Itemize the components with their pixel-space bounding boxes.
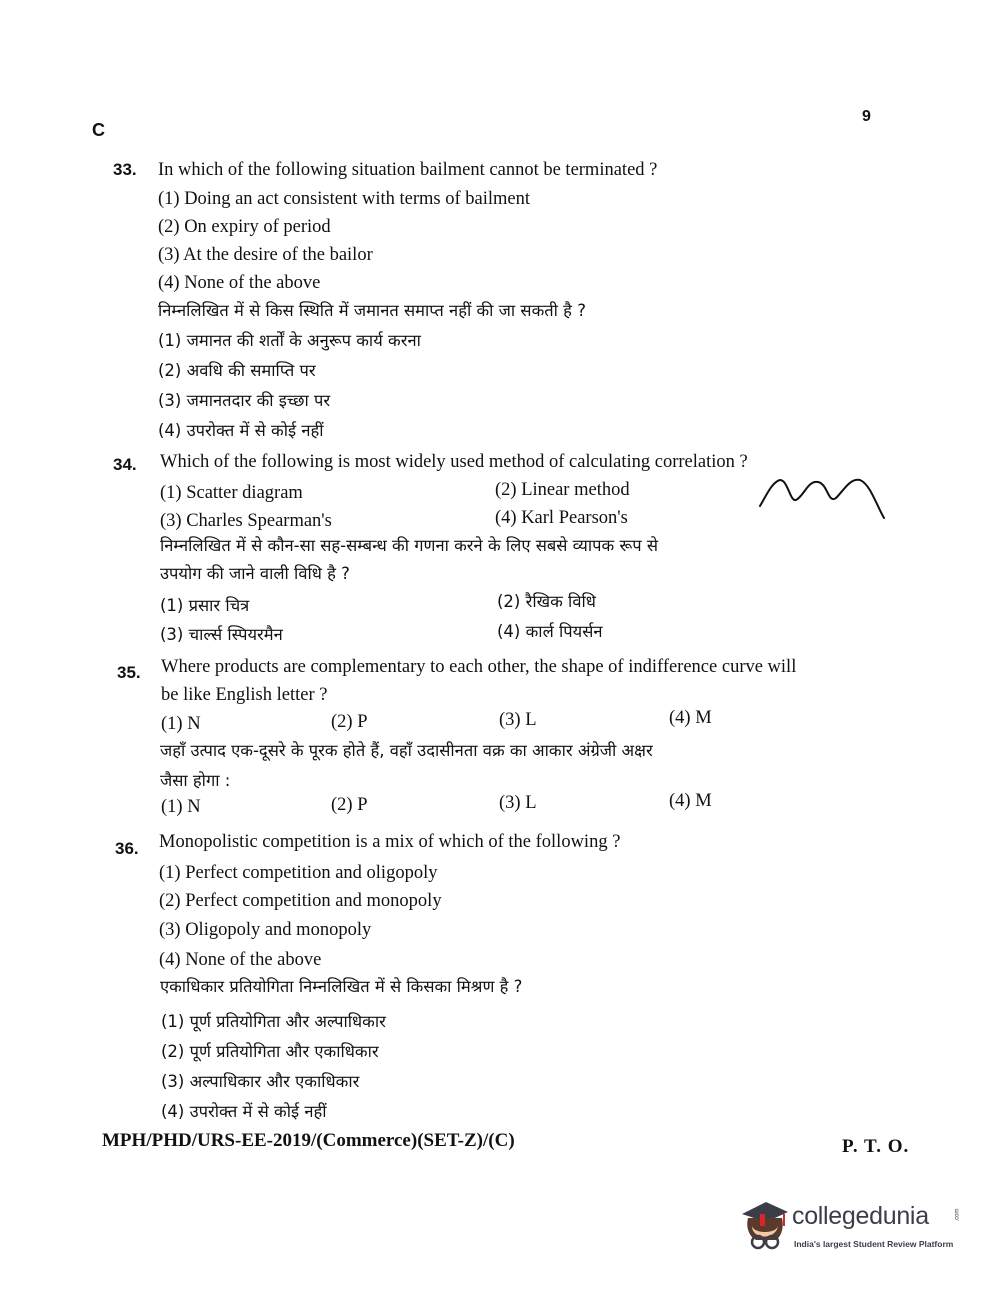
option-en: (1) Doing an act consistent with terms of bailment [158,189,530,209]
question-text-en: In which of the following situation bailment cannot be terminated ? [158,160,658,180]
option-en: (4) None of the above [158,273,321,293]
collegedunia-logo [736,1196,962,1260]
mascot-icon [736,1196,792,1256]
logo-brand-text: collegedunia [792,1202,929,1230]
option-hi: (2) P [331,795,368,815]
question-number: 33. [113,160,137,179]
question-text-hi: जहाँ उत्पाद एक-दूसरे के पूरक होते हैं, वहाँ उदासीनता वक्र का आकार अंग्रेजी अक्षर [160,741,653,760]
option-hi: (3) चार्ल्स स्पियरमैन [160,625,283,644]
question-text-en: be like English letter ? [161,685,328,705]
question-text-en: Which of the following is most widely used method of calculating correlation ? [160,452,748,472]
option-hi: (3) अल्पाधिकार और एकाधिकार [161,1072,360,1091]
question-text-hi: एकाधिकार प्रतियोगिता निम्नलिखित में से किसका मिश्रण है ? [160,977,523,996]
option-en: (2) P [331,712,368,732]
option-hi: (1) प्रसार चित्र [160,596,250,615]
page-number: 9 [862,108,871,125]
option-hi: (1) जमानत की शर्तों के अनुरूप कार्य करना [158,331,421,350]
option-hi: (3) जमानतदार की इच्छा पर [158,391,331,410]
option-en: (2) On expiry of period [158,217,331,237]
option-en: (3) Charles Spearman's [160,511,332,531]
question-text-hi: जैसा होगा : [160,771,231,790]
option-hi: (2) अवधि की समाप्ति पर [158,361,316,380]
option-hi: (4) उपरोक्त में से कोई नहीं [158,421,324,440]
footer-exam-code: MPH/PHD/URS-EE-2019/(Commerce)(SET-Z)/(C) [102,1130,515,1151]
option-en: (1) N [161,714,201,734]
question-number: 34. [113,455,137,474]
handwritten-scribble [758,474,888,524]
option-en: (3) At the desire of the bailor [158,245,373,265]
option-hi: (2) पूर्ण प्रतियोगिता और एकाधिकार [161,1042,379,1061]
question-text-hi: निम्नलिखित में से किस स्थिति में जमानत समाप्त नहीं की जा सकती है ? [158,301,586,320]
option-hi: (4) उपरोक्त में से कोई नहीं [161,1102,327,1121]
question-text-en: Monopolistic competition is a mix of which of the following ? [159,832,621,852]
option-en: (4) M [669,708,712,728]
logo-tagline: India's largest Student Review Platform [794,1239,954,1249]
option-en: (4) Karl Pearson's [495,508,628,528]
option-en: (1) Scatter diagram [160,483,303,503]
option-en: (2) Linear method [495,480,630,500]
option-hi: (3) L [499,793,537,813]
question-number: 35. [117,663,141,682]
question-text-en: Where products are complementary to each other, the shape of indifference curve will [161,657,797,677]
option-hi: (1) पूर्ण प्रतियोगिता और अल्पाधिकार [161,1012,386,1031]
option-en: (4) None of the above [159,950,322,970]
footer-pto: P. T. O. [842,1136,910,1157]
option-hi: (2) रैखिक विधि [497,592,596,611]
option-en: (3) L [499,710,537,730]
option-en: (2) Perfect competition and monopoly [159,891,442,911]
option-hi: (4) कार्ल पियर्सन [497,622,603,641]
option-en: (3) Oligopoly and monopoly [159,920,372,940]
logo-com-text: .com [954,1208,961,1222]
option-en: (1) Perfect competition and oligopoly [159,863,438,883]
question-text-hi: उपयोग की जाने वाली विधि है ? [160,564,350,583]
option-hi: (1) N [161,797,201,817]
set-letter: C [92,120,105,140]
option-hi: (4) M [669,791,712,811]
question-number: 36. [115,839,139,858]
question-text-hi: निम्नलिखित में से कौन-सा सह-सम्बन्ध की गणना करने के लिए सबसे व्यापक रूप से [160,536,659,555]
